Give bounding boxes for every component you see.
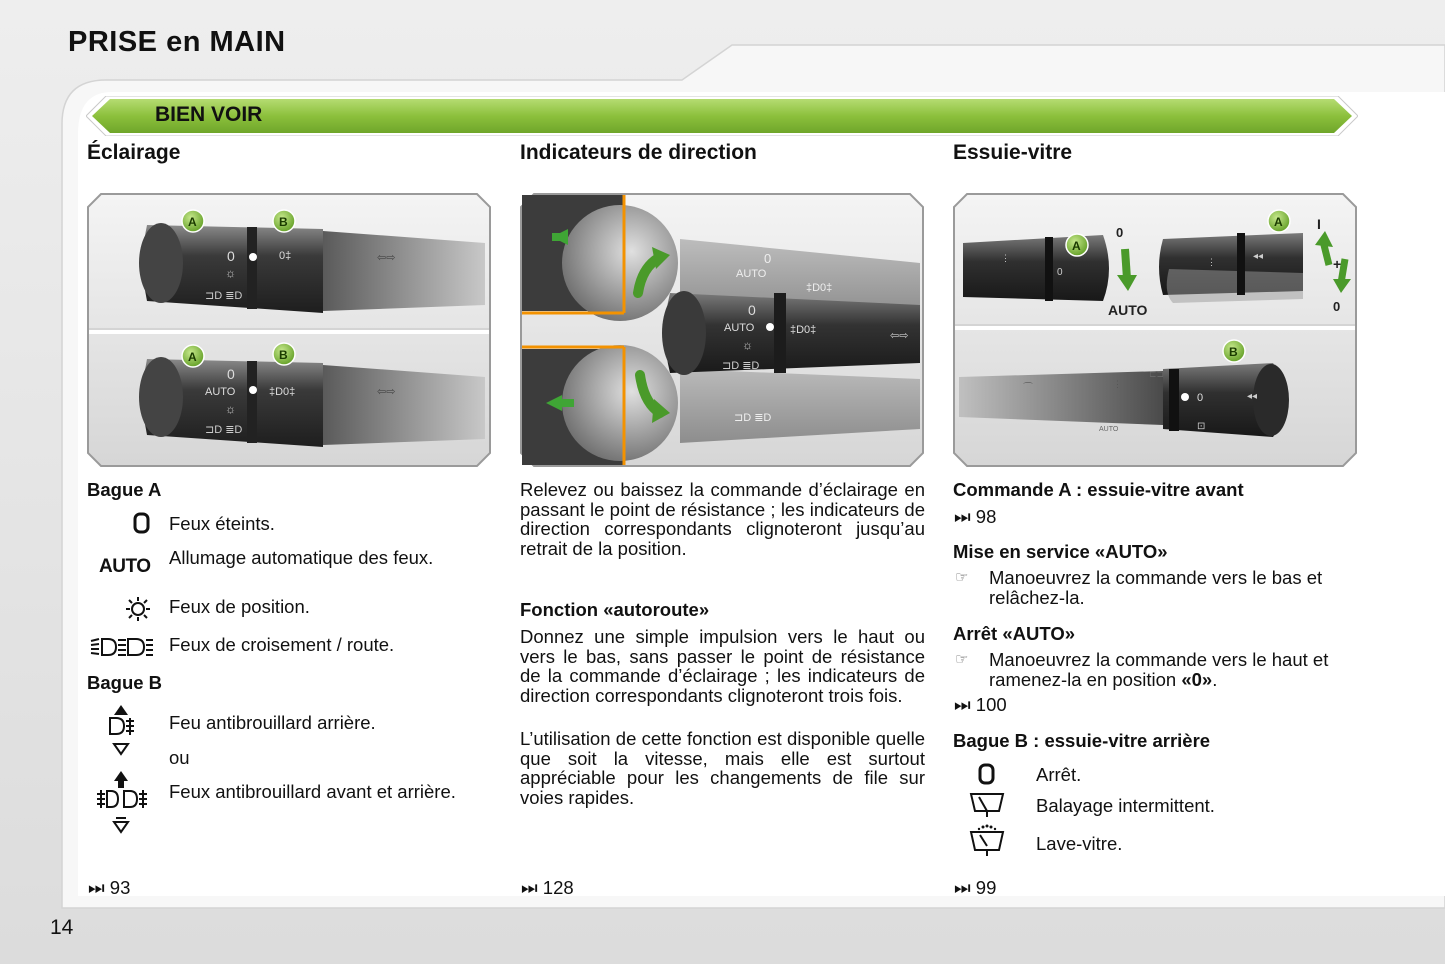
page-title: PRISE en MAIN bbox=[68, 26, 286, 58]
svg-text:‡D0‡: ‡D0‡ bbox=[269, 386, 296, 398]
ref-col2 bbox=[521, 877, 574, 899]
svg-text:⋮: ⋮ bbox=[1001, 253, 1010, 263]
section-banner bbox=[86, 96, 1358, 136]
wiper-label-1: Balayage intermittent. bbox=[1036, 795, 1215, 816]
svg-text:⇦⇨: ⇦⇨ bbox=[377, 386, 396, 398]
bague-a-title: Bague A bbox=[87, 479, 162, 500]
washer-icon bbox=[969, 824, 1005, 858]
label-a-1: A bbox=[188, 215, 197, 229]
low-high-beam-icon bbox=[90, 636, 154, 658]
bague-b-label-0: Feu antibrouillard arrière. bbox=[169, 712, 376, 733]
svg-text:0: 0 bbox=[227, 366, 235, 382]
ref-link-100[interactable]: 100 bbox=[975, 694, 1007, 715]
ref-arrow-icon: ⏭ bbox=[954, 694, 971, 715]
svg-text:0‡: 0‡ bbox=[279, 250, 292, 262]
svg-text:⊐D ≣D: ⊐D ≣D bbox=[722, 360, 760, 372]
rear-fog-icon bbox=[106, 704, 136, 756]
bague-a-label-1: Allumage automatique des feux. bbox=[169, 547, 434, 568]
wiper-label-2: Lave-vitre. bbox=[1036, 833, 1123, 854]
indicator-para-2: Donnez une simple impulsion vers le haut ou vers le bas, sans passer le point de résistance de la commande d’éclairage ; les indicateurs de direction correspondants clignoteront trois fois. bbox=[520, 626, 925, 706]
ref-link-128[interactable]: 128 bbox=[542, 877, 574, 898]
ref-col3-4 bbox=[954, 877, 996, 899]
svg-text:0: 0 bbox=[748, 302, 756, 318]
svg-text:‡D0‡: ‡D0‡ bbox=[806, 282, 833, 294]
svg-text:⊐D ≣D: ⊐D ≣D bbox=[205, 290, 243, 302]
position-lights-icon bbox=[124, 596, 152, 622]
auto-on-title: Mise en service «AUTO» bbox=[953, 541, 1168, 562]
wiper-illustration bbox=[953, 193, 1357, 467]
ref-col3-1 bbox=[954, 506, 996, 528]
ref-arrow-icon: ⏭ bbox=[954, 877, 971, 898]
label-a-2: A bbox=[188, 350, 197, 364]
bague-a-label-3: Feux de croisement / route. bbox=[169, 634, 395, 655]
svg-text:I: I bbox=[1317, 216, 1321, 232]
heading-indicateurs: Indicateurs de direction bbox=[520, 141, 757, 164]
bague-b-rear-title: Bague B : essuie-vitre arrière bbox=[953, 730, 1211, 751]
auto-icon: AUTO bbox=[99, 556, 151, 577]
svg-text:⊏⊐: ⊏⊐ bbox=[1149, 369, 1165, 379]
svg-text:⋮: ⋮ bbox=[1207, 257, 1216, 267]
svg-text:☼: ☼ bbox=[225, 266, 236, 280]
svg-text:0: 0 bbox=[227, 248, 235, 264]
svg-text:⊡: ⊡ bbox=[1197, 421, 1206, 432]
svg-text:☼: ☼ bbox=[742, 338, 753, 352]
indicator-illustration bbox=[520, 193, 924, 467]
ref-link-93[interactable]: 93 bbox=[109, 877, 131, 898]
svg-text:◂◂: ◂◂ bbox=[1253, 251, 1264, 262]
autoroute-title: Fonction «autoroute» bbox=[520, 599, 710, 620]
bague-b-or: ou bbox=[169, 747, 190, 768]
commande-a-title: Commande A : essuie-vitre avant bbox=[953, 479, 1244, 500]
svg-text:⊐D ≣D: ⊐D ≣D bbox=[734, 412, 772, 424]
svg-text:‡D0‡: ‡D0‡ bbox=[790, 324, 817, 336]
indicator-para-1: Relevez ou baissez la commande d’éclairage en passant le point de résistance ; les indicateurs de direction correspondants clignoteront jusqu’au retrait de la position. bbox=[520, 479, 925, 559]
ref-link-98[interactable]: 98 bbox=[975, 506, 997, 527]
label-b-1: B bbox=[279, 215, 288, 229]
svg-text:⇦⇨: ⇦⇨ bbox=[890, 330, 909, 342]
svg-text:A: A bbox=[1274, 215, 1283, 229]
pointing-hand-icon: ☞ bbox=[955, 569, 969, 586]
svg-text:AUTO: AUTO bbox=[724, 322, 755, 334]
lighting-stalk-illustration bbox=[87, 193, 491, 467]
svg-text:B: B bbox=[1229, 345, 1238, 359]
svg-text:0: 0 bbox=[1116, 225, 1124, 240]
svg-text:AUTO: AUTO bbox=[205, 386, 236, 398]
heading-essuie-vitre: Essuie-vitre bbox=[953, 141, 1073, 164]
ref-arrow-icon: ⏭ bbox=[954, 506, 971, 527]
ref-link-99[interactable]: 99 bbox=[975, 877, 997, 898]
off-icon bbox=[977, 763, 997, 785]
intermittent-wipe-icon bbox=[969, 791, 1005, 819]
wiper-label-0: Arrêt. bbox=[1036, 764, 1082, 785]
svg-text:☼: ☼ bbox=[225, 402, 236, 416]
svg-text:⇦⇨: ⇦⇨ bbox=[377, 252, 396, 264]
bague-a-label-0: Feux éteints. bbox=[169, 513, 275, 534]
svg-text:A: A bbox=[1072, 239, 1081, 253]
ref-arrow-icon: ⏭ bbox=[521, 877, 538, 898]
svg-text:AUTO: AUTO bbox=[736, 268, 767, 280]
auto-off-title: Arrêt «AUTO» bbox=[953, 623, 1076, 644]
bague-b-title: Bague B bbox=[87, 672, 163, 693]
bague-a-label-2: Feux de position. bbox=[169, 596, 310, 617]
off-icon bbox=[132, 512, 152, 534]
svg-text:0: 0 bbox=[1057, 267, 1063, 278]
svg-text:AUTO: AUTO bbox=[1099, 426, 1119, 433]
svg-text:0: 0 bbox=[1333, 299, 1341, 314]
page-number: 14 bbox=[50, 916, 74, 939]
svg-text:AUTO: AUTO bbox=[1108, 302, 1148, 318]
svg-text:◂◂: ◂◂ bbox=[1247, 391, 1258, 402]
svg-text:⋮: ⋮ bbox=[1113, 379, 1122, 389]
svg-text:0: 0 bbox=[764, 251, 772, 266]
svg-text:+: + bbox=[1333, 256, 1342, 272]
front-rear-fog-icon bbox=[96, 770, 148, 834]
pointing-hand-icon: ☞ bbox=[955, 651, 969, 668]
label-b-2: B bbox=[279, 348, 288, 362]
svg-text:0: 0 bbox=[1197, 392, 1204, 404]
svg-text:⊐D ≣D: ⊐D ≣D bbox=[205, 424, 243, 436]
bague-b-label-2: Feux antibrouillard avant et arrière. bbox=[169, 781, 456, 802]
svg-text:⌒: ⌒ bbox=[1023, 383, 1033, 394]
heading-eclairage: Éclairage bbox=[87, 141, 181, 164]
ref-col3-3 bbox=[954, 694, 1007, 716]
ref-col1 bbox=[88, 877, 130, 899]
indicator-para-3: L’utilisation de cette fonction est disponible quelle que soit la vitesse, mais elle est surtout appréciable pour les changements de file sur voies rapides. bbox=[520, 728, 925, 808]
section-title: BIEN VOIR bbox=[155, 103, 263, 126]
auto-off-text: Manoeuvrez la commande vers le haut et ramenez-la en position «0». bbox=[989, 649, 1329, 690]
ref-arrow-icon: ⏭ bbox=[88, 877, 105, 898]
auto-on-text: Manoeuvrez la commande vers le bas et relâchez-la. bbox=[989, 567, 1323, 608]
